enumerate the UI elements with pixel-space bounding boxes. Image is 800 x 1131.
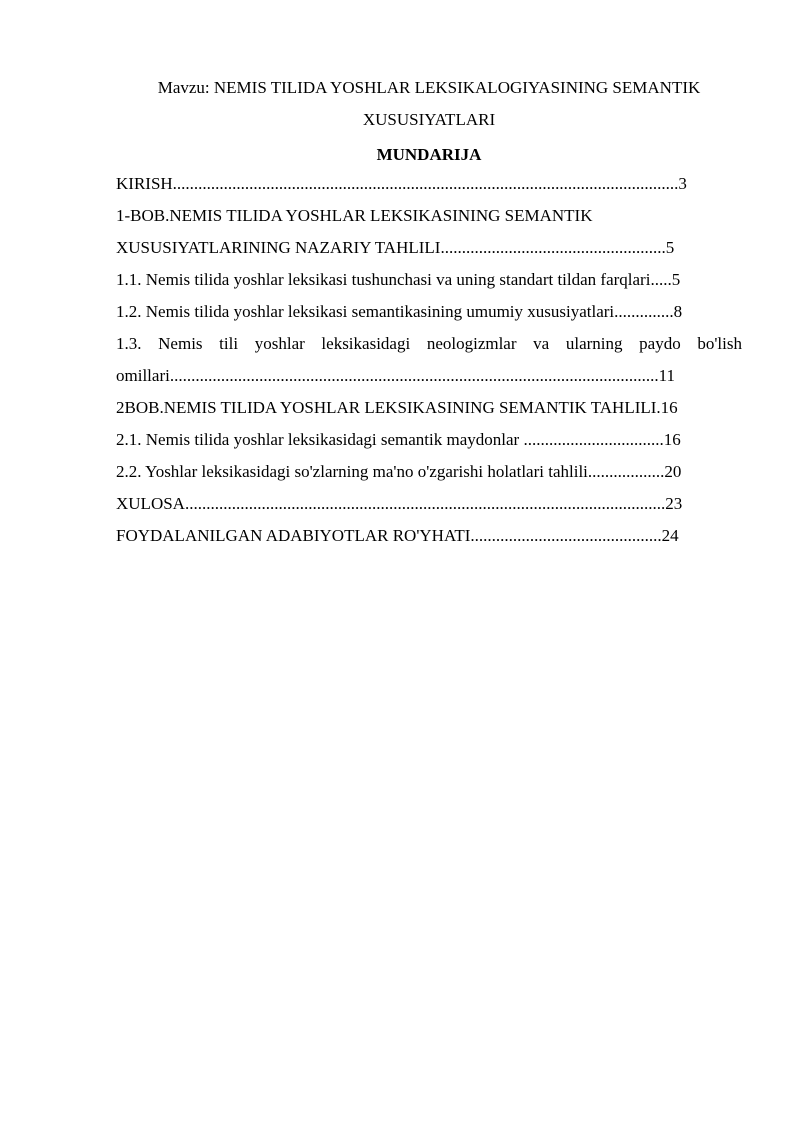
toc-entry-1-1: 1.1. Nemis tilida yoshlar leksikasi tushunchasi va uning standart tildan farqlari.....5	[116, 270, 681, 289]
toc-entry-xulosa: XULOSA.................................................................................................................23	[116, 494, 683, 513]
toc-entry-chapter1-line1: 1-BOB.NEMIS TILIDA YOSHLAR LEKSIKASINING SEMANTIK	[116, 206, 593, 225]
toc-entry-1-3-line2: omillari...................................................................................................................11	[116, 366, 675, 385]
topic-title	[116, 72, 742, 136]
toc-entry-references: FOYDALANILGAN ADABIYOTLAR RO'YHATI.............................................24	[116, 526, 679, 545]
toc-entry-kirish: KIRISH.......................................................................................................................3	[116, 174, 687, 193]
toc-entry-2-1: 2.1. Nemis tilida yoshlar leksikasidagi semantik maydonlar .................................16	[116, 430, 681, 449]
table-of-contents	[116, 168, 742, 552]
topic-title-line2: XUSUSIYATLARI	[362, 110, 496, 129]
document-page	[116, 72, 742, 552]
topic-title-line1: Mavzu: NEMIS TILIDA YOSHLAR LEKSIKALOGIYASINING SEMANTIK	[157, 78, 701, 97]
toc-entry-2-2: 2.2. Yoshlar leksikasidagi so'zlarning ma'no o'zgarishi holatlari tahlili..................20	[116, 462, 682, 481]
toc-entry-chapter2: 2BOB.NEMIS TILIDA YOSHLAR LEKSIKASINING SEMANTIK TAHLILI.16	[116, 398, 678, 417]
toc-entry-1-3-line1: 1.3. Nemis tili yoshlar leksikasidagi neologizmlar va ularning paydo bo'lish	[116, 334, 742, 353]
toc-entry-1-2: 1.2. Nemis tilida yoshlar leksikasi semantikasining umumiy xususiyatlari..............8	[116, 302, 683, 321]
toc-entry-chapter1-line2: XUSUSIYATLARINING NAZARIY TAHLILI.....................................................5	[116, 238, 675, 257]
toc-heading: MUNDARIJA	[376, 145, 482, 164]
